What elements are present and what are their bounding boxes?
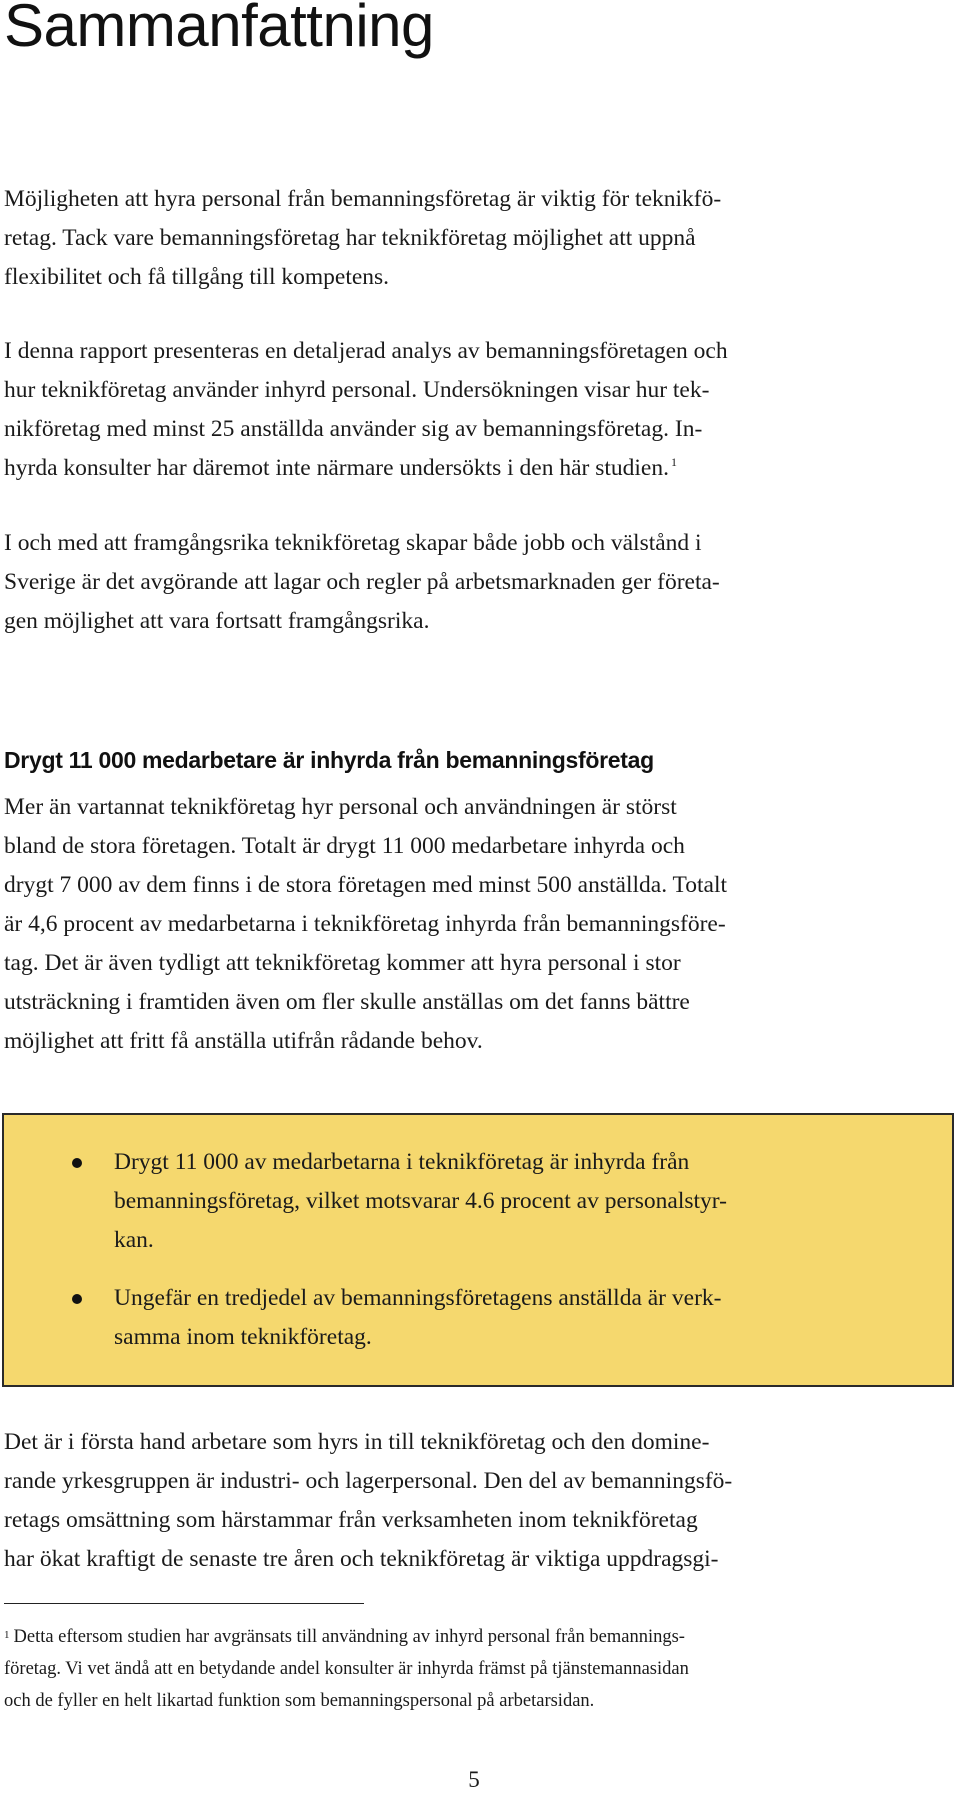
text-line: Mer än vartannat teknikföretag hyr personal och användningen är störst bbox=[4, 794, 677, 820]
text-line bbox=[4, 449, 944, 488]
page-number: 5 bbox=[468, 1767, 480, 1792]
intro-paragraph-3 bbox=[4, 524, 944, 641]
text-line: samma inom teknikföretag. bbox=[114, 1324, 372, 1350]
text-line: är 4,6 procent av medarbetarna i teknikföretag inhyrda från bemanningsföre- bbox=[4, 911, 726, 937]
highlight-box bbox=[2, 1113, 954, 1387]
text-line: Ungefär en tredjedel av bemanningsföretagens anställda är verk- bbox=[114, 1285, 722, 1311]
intro-paragraph-2 bbox=[4, 332, 944, 488]
text-line: Möjligheten att hyra personal från bemanningsföretag är viktig för teknikfö- bbox=[4, 186, 722, 212]
text-line: Det är i första hand arbetare som hyrs in till teknikföretag och den domine- bbox=[4, 1429, 710, 1455]
text-line: företag. Vi vet ändå att en betydande andel konsulter är inhyrda främst på tjänstemannasidan bbox=[4, 1659, 689, 1679]
text-line: bemanningsföretag, vilket motsvarar 4.6 procent av personalstyr- bbox=[114, 1188, 727, 1214]
text-line: utsträckning i framtiden även om fler skulle anställas om det fanns bättre bbox=[4, 989, 690, 1015]
closing-paragraph bbox=[4, 1423, 944, 1579]
text-line: drygt 7 000 av dem finns i de stora företagen med minst 500 anställda. Totalt bbox=[4, 872, 728, 898]
bullet-icon bbox=[72, 1158, 82, 1168]
text-line: I denna rapport presenteras en detaljerad analys av bemanningsföretagen och bbox=[4, 338, 728, 364]
bullet-icon bbox=[72, 1294, 82, 1304]
text-line: och de fyller en helt likartad funktion som bemanningspersonal på arbetarsidan. bbox=[4, 1691, 595, 1711]
text-line: retags omsättning som härstammar från verksamheten inom teknikföretag bbox=[4, 1507, 698, 1533]
footnote-divider bbox=[4, 1603, 364, 1604]
footnote bbox=[4, 1621, 944, 1717]
text-line: möjlighet att fritt få anställa utifrån rådande behov. bbox=[4, 1028, 483, 1054]
text-line: gen möjlighet att vara fortsatt framgångsrika. bbox=[4, 608, 430, 634]
text-line bbox=[4, 1621, 944, 1653]
text-line: Sverige är det avgörande att lagar och regler på arbetsmarknaden ger företa- bbox=[4, 569, 720, 595]
text-line: hur teknikföretag använder inhyrd personal. Undersökningen visar hur tek- bbox=[4, 377, 710, 403]
text-line: kan. bbox=[114, 1227, 154, 1253]
text-line: retag. Tack vare bemanningsföretag har teknikföretag möjlighet att uppnå bbox=[4, 225, 696, 251]
section-heading: Drygt 11 000 medarbetare är inhyrda från bemanningsföretag bbox=[4, 747, 654, 773]
text-line: Drygt 11 000 av medarbetarna i teknikföretag är inhyrda från bbox=[114, 1149, 690, 1175]
text-line: har ökat kraftigt de senaste tre åren och teknikföretag är viktiga uppdragsgi- bbox=[4, 1546, 719, 1572]
page-title: Sammanfattning bbox=[4, 0, 434, 59]
footnote-text: Detta eftersom studien har avgränsats till användning av inhyrd personal från bemannings- bbox=[13, 1627, 685, 1647]
bullet-text bbox=[114, 1143, 914, 1260]
text-line: rande yrkesgruppen är industri- och lagerpersonal. Den del av bemanningsfö- bbox=[4, 1468, 733, 1494]
section-paragraph bbox=[4, 788, 944, 1061]
text-line-content: hyrda konsulter har däremot inte närmare undersökts i den här studien. bbox=[4, 455, 669, 481]
intro-paragraph-1 bbox=[4, 180, 944, 297]
bullet-text bbox=[114, 1279, 914, 1357]
text-line: nikföretag med minst 25 anställda använder sig av bemanningsföretag. In- bbox=[4, 416, 703, 442]
text-line: bland de stora företagen. Totalt är drygt 11 000 medarbetare inhyrda och bbox=[4, 833, 685, 859]
text-line: I och med att framgångsrika teknikföretag skapar både jobb och välstånd i bbox=[4, 530, 702, 556]
text-line: tag. Det är även tydligt att teknikföretag kommer att hyra personal i stor bbox=[4, 950, 681, 976]
footnote-ref-1[interactable]: 1 bbox=[670, 455, 677, 469]
footnote-marker: 1 bbox=[4, 1629, 10, 1641]
text-line: flexibilitet och få tillgång till kompetens. bbox=[4, 264, 390, 290]
